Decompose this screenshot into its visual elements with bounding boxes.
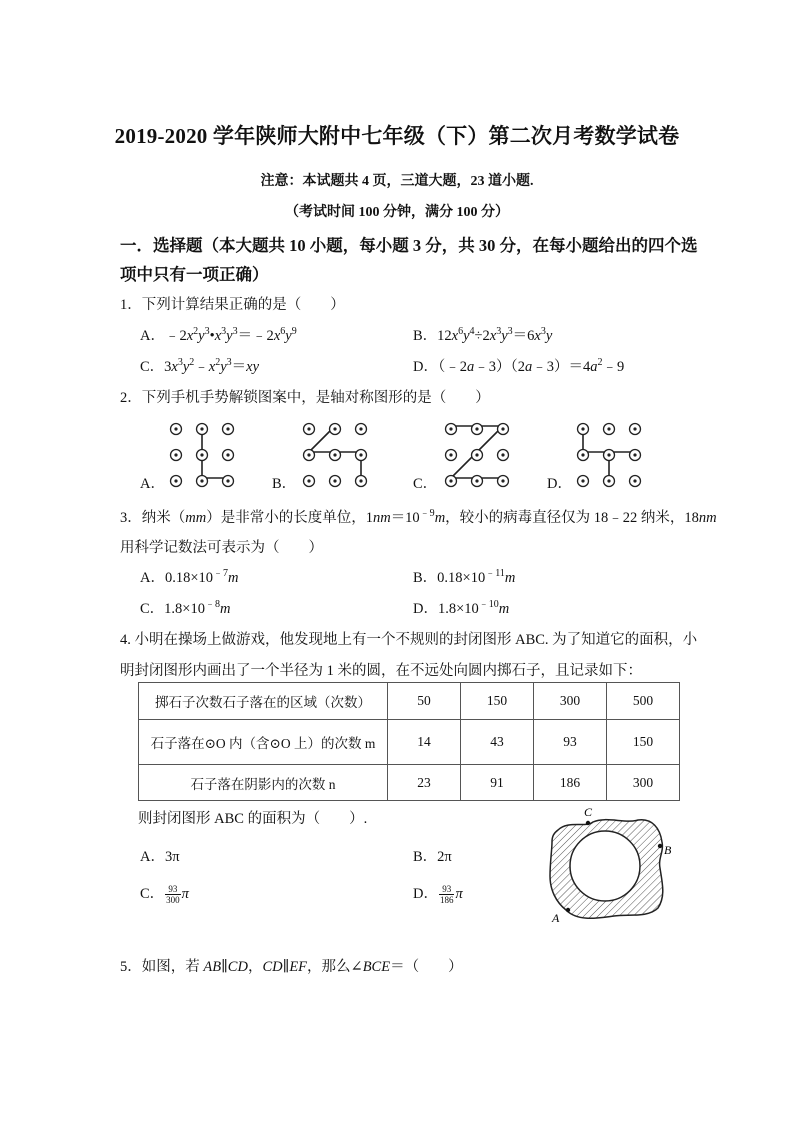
q1-option-b: B．$12x^6y^4\div 2x^3y^3=6x^3y$ bbox=[413, 326, 553, 344]
q2-option-a-label: A． bbox=[140, 476, 165, 492]
q5-stem: 5．如图，若 AB∥CD，CD∥EF，那么∠BCE＝（ ） bbox=[120, 959, 463, 975]
grid-dot-center bbox=[633, 453, 636, 456]
q1-option-a: A．$﹣2x^2y^3•x^3y^3=﹣2x^6y^9$ bbox=[140, 326, 297, 344]
q1-option-c-label: C． bbox=[140, 359, 165, 375]
q1-option-d-label: D． bbox=[413, 359, 438, 375]
table-cell: 300 bbox=[534, 683, 607, 720]
grid-dot-center bbox=[449, 479, 452, 482]
q2-pattern-c bbox=[440, 418, 520, 488]
grid-dot-center bbox=[607, 453, 610, 456]
grid-dot-center bbox=[359, 453, 362, 456]
grid-dot-center bbox=[307, 479, 310, 482]
grid-dot-center bbox=[449, 427, 452, 430]
grid-dot-center bbox=[475, 453, 478, 456]
q3-option-d: D．$1.8\times 10^{﹣10}m$ bbox=[413, 599, 510, 617]
q3-option-c: C．$1.8\times 10^{﹣8}m$ bbox=[140, 599, 231, 617]
table-cell: 186 bbox=[534, 765, 607, 801]
q3-line2: 用科学记数法可表示为（ ） bbox=[120, 540, 323, 556]
q2-option-d-label: D． bbox=[547, 476, 572, 492]
q4-question: 则封闭图形 ABC 的面积为（ ）. bbox=[138, 811, 368, 827]
grid-dot-center bbox=[226, 479, 229, 482]
q2-pattern-a bbox=[165, 418, 245, 488]
q1-stem: 1．下列计算结果正确的是（ ） bbox=[120, 297, 345, 313]
grid-dot-center bbox=[226, 427, 229, 430]
q2-option-b-label: B． bbox=[272, 476, 297, 492]
grid-dot-center bbox=[501, 453, 504, 456]
grid-dot-center bbox=[449, 453, 452, 456]
grid-dot-center bbox=[307, 427, 310, 430]
q2-pattern-b bbox=[298, 418, 378, 488]
grid-dot-center bbox=[359, 427, 362, 430]
point-c bbox=[586, 821, 590, 825]
table-cell: 150 bbox=[461, 683, 534, 720]
grid-dot-center bbox=[174, 427, 177, 430]
table-cell: 掷石子次数石子落在的区域（次数） bbox=[139, 683, 388, 720]
q2-stem: 2．下列手机手势解锁图案中，是轴对称图形的是（ ） bbox=[120, 390, 490, 406]
q1-option-b-label: B． bbox=[413, 328, 438, 344]
table-cell: 150 bbox=[607, 720, 680, 765]
table-cell: 300 bbox=[607, 765, 680, 801]
grid-dot-center bbox=[633, 479, 636, 482]
table-cell: 23 bbox=[388, 765, 461, 801]
grid-dot-center bbox=[359, 479, 362, 482]
section-heading-line2: 项中只有一项正确） bbox=[120, 265, 269, 284]
exam-time-note: （考试时间 100 分钟，满分 100 分） bbox=[285, 205, 509, 220]
grid-dot-center bbox=[200, 453, 203, 456]
q2-option-c-label: C． bbox=[413, 476, 438, 492]
table-cell: 91 bbox=[461, 765, 534, 801]
q1-option-d: D．$(﹣2a﹣3)(2a﹣3)=4a^2﹣9$ bbox=[413, 357, 625, 375]
grid-dot-center bbox=[475, 427, 478, 430]
inner-circle bbox=[570, 831, 640, 901]
label-b: B bbox=[664, 843, 672, 857]
q4-table bbox=[138, 682, 680, 801]
point-b bbox=[658, 844, 662, 848]
table-cell: 石子落在阴影内的次数 n bbox=[139, 765, 388, 801]
grid-dot-center bbox=[581, 479, 584, 482]
point-a bbox=[566, 908, 570, 912]
table-cell: 93 bbox=[534, 720, 607, 765]
q3-option-b: B．$0.18\times 10^{﹣11}m$ bbox=[413, 568, 516, 586]
table-row bbox=[139, 765, 680, 801]
grid-dot-center bbox=[174, 453, 177, 456]
table-cell: 43 bbox=[461, 720, 534, 765]
grid-dot-center bbox=[333, 479, 336, 482]
grid-dot-center bbox=[307, 453, 310, 456]
q4-option-b: B．2π bbox=[413, 849, 452, 865]
label-a: A bbox=[552, 911, 560, 925]
grid-dot-center bbox=[226, 453, 229, 456]
q4-option-c-label: C． bbox=[140, 886, 165, 902]
q4-option-a: A．3π bbox=[140, 849, 180, 865]
q4-option-c-fraction: $\frac{93}{300}$ bbox=[166, 884, 180, 906]
table-cell: 500 bbox=[607, 683, 680, 720]
grid-dot-center bbox=[607, 479, 610, 482]
q4-option-d: D． $\frac{93}{186}$ π bbox=[413, 884, 463, 906]
grid-dot-center bbox=[501, 427, 504, 430]
q4-line2: 明封闭图形内画出了一个半径为 1 米的圆，在不远处向圆内掷石子，且记录如下： bbox=[120, 663, 642, 679]
page-title: 2019-2020 学年陕师大附中七年级（下）第二次月考数学试卷 bbox=[114, 124, 680, 148]
grid-dot-center bbox=[174, 479, 177, 482]
grid-dot-center bbox=[200, 427, 203, 430]
grid-dot-center bbox=[581, 427, 584, 430]
q1-option-c: C．$3x^3y^2﹣x^2y^3=xy$ bbox=[140, 357, 260, 375]
table-cell: 14 bbox=[388, 720, 461, 765]
q4-option-d-label: D． bbox=[413, 886, 438, 902]
grid-dot-center bbox=[633, 427, 636, 430]
grid-dot-center bbox=[475, 479, 478, 482]
table-cell: 石子落在⊙O 内（含⊙O 上）的次数 m bbox=[139, 720, 388, 765]
q3-line1: 3．纳米（mm）是非常小的长度单位，$1nm=10^{﹣9}m$，较小的病毒直径仅为 18﹣22 纳米，18nm bbox=[120, 508, 717, 526]
q2-pattern-d bbox=[572, 418, 652, 488]
q1-option-a-label: A． bbox=[140, 328, 165, 344]
grid-dot-center bbox=[501, 479, 504, 482]
q4-line1: 4. 小明在操场上做游戏，他发现地上有一个不规则的封闭图形 ABC. 为了知道它的面积，小 bbox=[120, 632, 698, 648]
section-heading-line1: 一．选择题（本大题共 10 小题，每小题 3 分，共 30 分，在每小题给出的四个选 bbox=[120, 236, 698, 255]
table-row bbox=[139, 683, 680, 720]
label-c: C bbox=[584, 805, 593, 819]
q4-option-c: C． $\frac{93}{300}$ π bbox=[140, 884, 189, 906]
grid-dot-center bbox=[200, 479, 203, 482]
grid-dot-center bbox=[607, 427, 610, 430]
q4-figure bbox=[538, 806, 678, 926]
grid-dot-center bbox=[333, 453, 336, 456]
q3-option-a: A．$0.18\times 10^{﹣7}m$ bbox=[140, 568, 239, 586]
table-row bbox=[139, 720, 680, 765]
q4-option-d-fraction: $\frac{93}{186}$ bbox=[439, 884, 454, 906]
grid-dot-center bbox=[581, 453, 584, 456]
table-cell: 50 bbox=[388, 683, 461, 720]
exam-note: 注意：本试题共 4 页，三道大题，23 道小题. bbox=[260, 174, 534, 189]
grid-dot-center bbox=[333, 427, 336, 430]
